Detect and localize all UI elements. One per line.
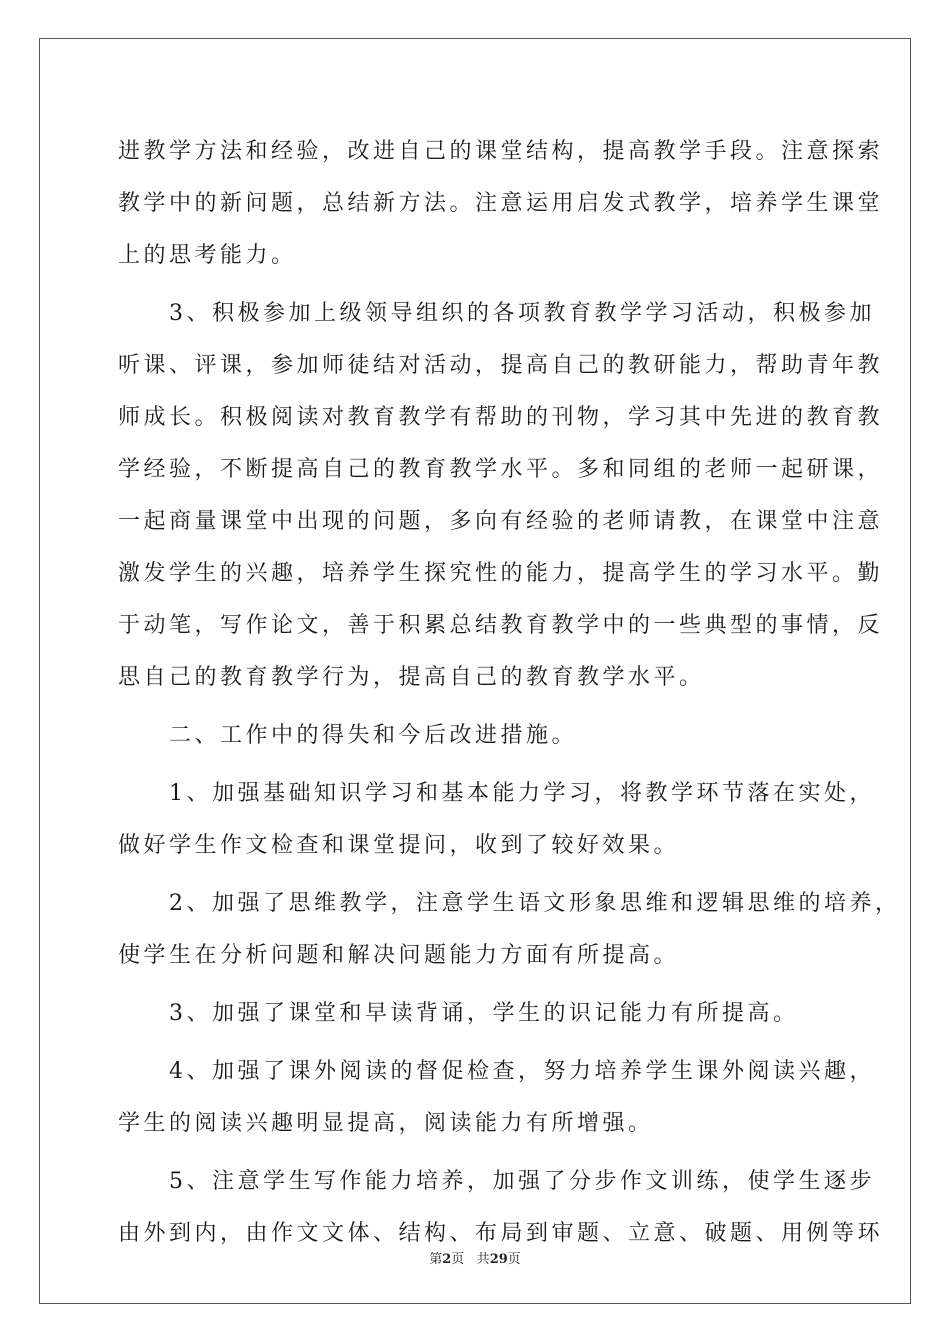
text-line: 激发学生的兴趣，培养学生探究性的能力，提高学生的学习水平。勤 — [118, 561, 884, 586]
document-body — [118, 126, 901, 1260]
text-line: 进教学方法和经验，改进自己的课堂结构，提高教学手段。注意探索 — [118, 139, 884, 164]
footer-total-prefix: 共 — [476, 1252, 490, 1267]
footer-page-unit: 页 — [451, 1252, 465, 1267]
text-line: 由外到内，由作文文体、结构、布局到审题、立意、破题、用例等环 — [118, 1221, 884, 1246]
text-line: 一起商量课堂中出现的问题，多向有经验的老师请教，在课堂中注意 — [118, 509, 884, 534]
page-footer — [0, 1248, 950, 1267]
footer-prefix: 第 — [429, 1252, 443, 1267]
text-line: 教学中的新问题，总结新方法。注意运用启发式教学，培养学生课堂 — [118, 191, 884, 216]
text-line: 1、加强基础知识学习和基本能力学习，将教学环节落在实处， — [118, 781, 875, 806]
text-line: 上的思考能力。 — [118, 243, 297, 268]
text-line: 学经验，不断提高自己的教育教学水平。多和同组的老师一起研课， — [118, 457, 884, 482]
text-line: 学生的阅读兴趣明显提高，阅读能力有所增强。 — [118, 1111, 654, 1136]
text-line: 于动笔，写作论文，善于积累总结教育教学中的一些典型的事情，反 — [118, 613, 884, 638]
page-number: 2 — [442, 1252, 452, 1267]
text-line: 师成长。积极阅读对教育教学有帮助的刊物，学习其中先进的教育教 — [118, 405, 884, 430]
text-line: 3、积极参加上级领导组织的各项教育教学学习活动，积极参加 — [118, 301, 875, 326]
text-line: 2、加强了思维教学，注意学生语文形象思维和逻辑思维的培养， — [118, 891, 901, 916]
text-line: 听课、评课，参加师徒结对活动，提高自己的教研能力，帮助青年教 — [118, 353, 884, 378]
text-line: 思自己的教育教学行为，提高自己的教育教学水平。 — [118, 665, 705, 690]
section-heading: 二、工作中的得失和今后改进措施。 — [118, 723, 578, 748]
text-line: 使学生在分析问题和解决问题能力方面有所提高。 — [118, 943, 680, 968]
text-line: 3、加强了课堂和早读背诵，学生的识记能力有所提高。 — [118, 1001, 799, 1026]
total-pages: 29 — [489, 1252, 508, 1267]
text-line: 做好学生作文检查和课堂提问，收到了较好效果。 — [118, 833, 680, 858]
footer-total-unit: 页 — [507, 1252, 521, 1267]
text-line: 5、注意学生写作能力培养，加强了分步作文训练，使学生逐步 — [118, 1169, 875, 1194]
text-line: 4、加强了课外阅读的督促检查，努力培养学生课外阅读兴趣， — [118, 1059, 875, 1084]
